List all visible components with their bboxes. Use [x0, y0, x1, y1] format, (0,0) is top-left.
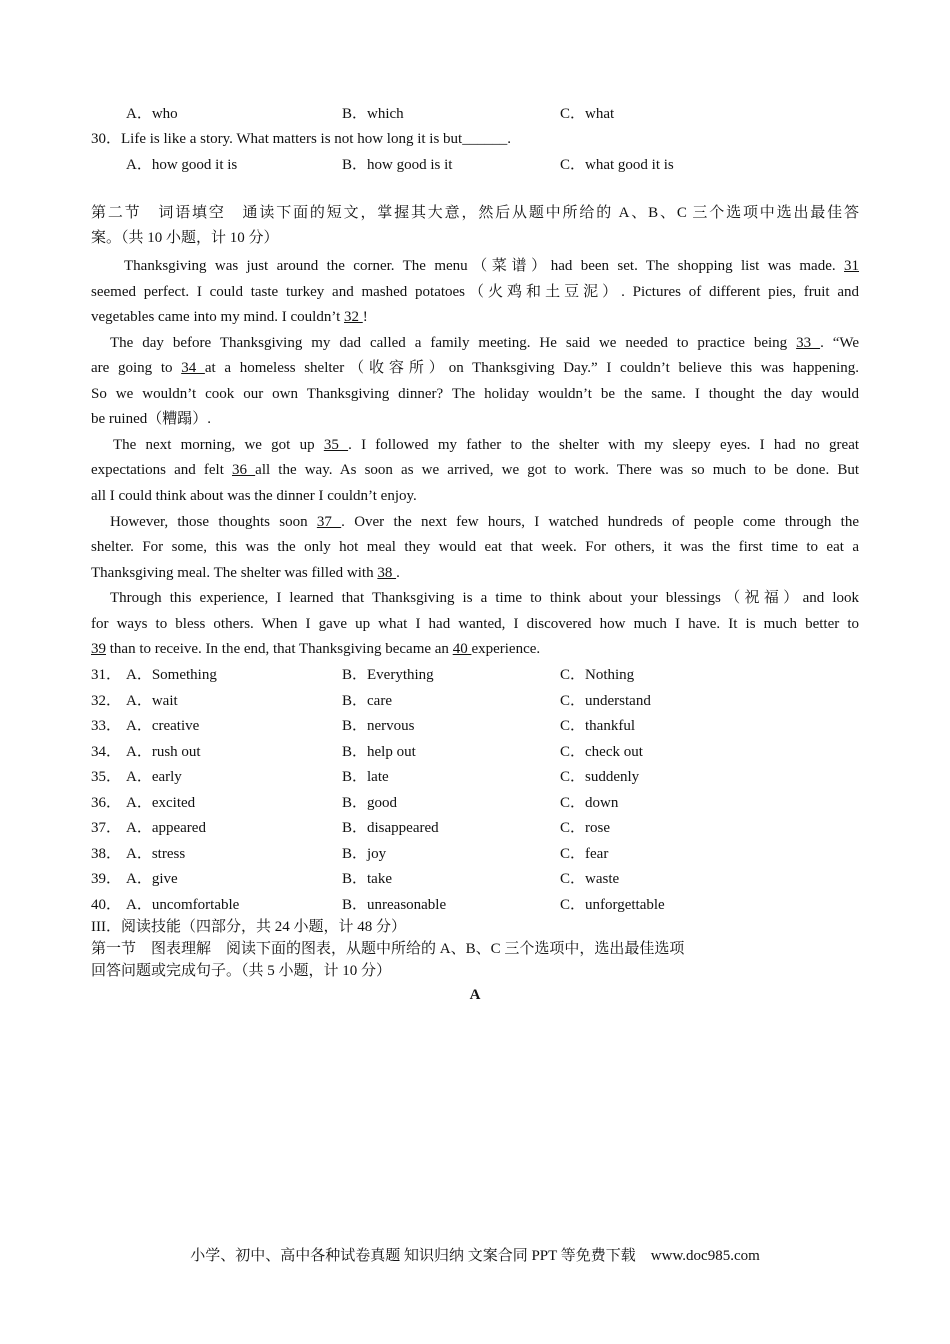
passage-p2-line2 [91, 358, 859, 378]
passage-p5-line3 [91, 639, 540, 659]
blank-35: 35 [323, 437, 349, 453]
passage-text: Thanksgiving was just around the corner. The menu（菜谱）had been set. The shopping list was made. [124, 258, 836, 274]
option-b: B．help out [342, 744, 416, 760]
question-number: 31． [91, 667, 122, 683]
passage-text: at a homeless shelter（收容所）on Thanksgiving Day.” I couldn’t believe this was happening. [204, 360, 860, 376]
passage-p2-line4: be ruined（糟蹋）. [91, 411, 211, 427]
blank-39: 39 [91, 641, 106, 657]
question-number: 39． [91, 871, 122, 887]
option-b: B．joy [342, 846, 387, 862]
blank-31: 31 [844, 258, 860, 274]
blank-36: 36 [232, 462, 256, 478]
passage-text: The next morning, we got up [113, 437, 315, 453]
part-label: A [469, 987, 481, 1003]
question-number: 40． [91, 897, 122, 913]
question-number: 34． [91, 744, 122, 760]
passage-text: than to receive. In the end, that Thanksgiving became an [109, 641, 449, 657]
option-b: B．unreasonable [342, 897, 447, 913]
passage-p1-line2: seemed perfect. I could taste turkey and mashed potatoes（火鸡和土豆泥）. Pictures of different pies, fruit and [91, 284, 859, 300]
option-c: C．waste [560, 871, 620, 887]
option-a: A．stress [126, 846, 186, 862]
blank-32: 32 [344, 309, 363, 325]
passage-text: expectations and felt [91, 462, 224, 478]
option-c: C．suddenly [560, 769, 640, 785]
option-b: B．good [342, 795, 398, 811]
q29-option-b: B．which [342, 106, 404, 122]
blank-33: 33 [796, 335, 821, 351]
option-b: B．nervous [342, 718, 415, 734]
section2-heading-line2: 案。（共 10 小题，计 10 分） [91, 230, 279, 246]
option-a: A．appeared [126, 820, 206, 836]
q30-option-c: C．what good it is [560, 157, 674, 173]
question-number: 33． [91, 718, 122, 734]
option-a: A．early [126, 769, 182, 785]
passage-text: all the way. As soon as we arrived, we got to work. There was so much to be done. But [255, 462, 860, 478]
section3-heading: III．阅读技能（四部分，共 24 小题，计 48 分） [91, 919, 406, 935]
q30-option-a: A．how good it is [126, 157, 238, 173]
option-b: B．Everything [342, 667, 434, 683]
option-b: B．disappeared [342, 820, 439, 836]
question-number: 32． [91, 693, 122, 709]
option-b: B．care [342, 693, 392, 709]
option-b: B．late [342, 769, 389, 785]
passage-p1-line1 [124, 256, 859, 276]
option-a: A．rush out [126, 744, 201, 760]
option-a: A．excited [126, 795, 196, 811]
passage-text: The day before Thanksgiving my dad called a family meeting. He said we needed to practice being [110, 335, 788, 351]
page-footer: 小学、初中、高中各种试卷真题 知识归纳 文案合同 PPT 等免费下载 www.doc985.com [190, 1248, 760, 1264]
passage-p2-line3: So we wouldn’t cook our own Thanksgiving dinner? The holiday wouldn’t be the same. I thought the day would [91, 386, 859, 402]
passage-text: . “We [820, 335, 860, 351]
section3-sub-heading-line1: 第一节 图表理解 阅读下面的图表，从题中所给的 A、B、C 三个选项中，选出最佳选项 [91, 941, 685, 957]
option-a: A．uncomfortable [126, 897, 240, 913]
passage-p3-line3: all I could think about was the dinner I couldn’t enjoy. [91, 488, 417, 504]
question-number: 35． [91, 769, 122, 785]
question-number: 36． [91, 795, 122, 811]
passage-text: However, those thoughts soon [110, 514, 308, 530]
option-c: C．unforgettable [560, 897, 665, 913]
passage-p4-line3 [91, 563, 400, 583]
section3-sub-heading-line2: 回答问题或完成句子。（共 5 小题，计 10 分） [91, 963, 392, 979]
q30-stem: 30．Life is like a story. What matters is not how long it is but______. [91, 131, 511, 147]
passage-p4-line2: shelter. For some, this was the only hot meal they would eat that week. For others, it was the first time to eat a [91, 539, 859, 555]
passage-p2-line1 [110, 333, 859, 353]
passage-text: Thanksgiving meal. The shelter was filled with [91, 565, 374, 581]
option-c: C．thankful [560, 718, 635, 734]
passage-text: are going to [91, 360, 173, 376]
section2-heading-line1: 第二节 词语填空 通读下面的短文，掌握其大意，然后从题中所给的 A、B、C 三个选项中选出最佳答 [91, 205, 859, 221]
passage-p4-line1 [110, 512, 859, 532]
passage-text: . Over the next few hours, I watched hundreds of people come through the [341, 514, 860, 530]
blank-37: 37 [316, 514, 342, 530]
option-a: A．creative [126, 718, 200, 734]
option-c: C．understand [560, 693, 651, 709]
option-a: A．Something [126, 667, 217, 683]
passage-p5-line2: for ways to bless others. When I gave up what I had wanted, I discovered how much I have. It is much better to [91, 616, 859, 632]
option-c: C．fear [560, 846, 609, 862]
passage-text: . I followed my father to the shelter with my sleepy eyes. I had no great [348, 437, 860, 453]
option-a: A．wait [126, 693, 178, 709]
question-number: 38． [91, 846, 122, 862]
option-c: C．Nothing [560, 667, 635, 683]
passage-p1-line3 [91, 307, 368, 327]
passage-p3-line2 [91, 460, 859, 480]
q30-option-b: B．how good is it [342, 157, 453, 173]
option-c: C．rose [560, 820, 610, 836]
option-b: B．take [342, 871, 392, 887]
passage-p5-line1: Through this experience, I learned that Thanksgiving is a time to think about your blessings（祝福）and look [110, 590, 859, 606]
passage-text: . [396, 565, 400, 581]
blank-38: 38 [377, 565, 397, 581]
blank-40: 40 [452, 641, 472, 657]
passage-p3-line1 [113, 435, 859, 455]
q29-option-c: C．what [560, 106, 615, 122]
passage-text: experience. [471, 641, 541, 657]
blank-34: 34 [181, 360, 205, 376]
q29-option-a: A．who [126, 106, 178, 122]
option-c: C．down [560, 795, 619, 811]
option-a: A．give [126, 871, 178, 887]
question-number: 37． [91, 820, 122, 836]
option-c: C．check out [560, 744, 643, 760]
passage-text: ! [362, 309, 368, 325]
passage-text: vegetables came into my mind. I couldn’t [91, 309, 341, 325]
